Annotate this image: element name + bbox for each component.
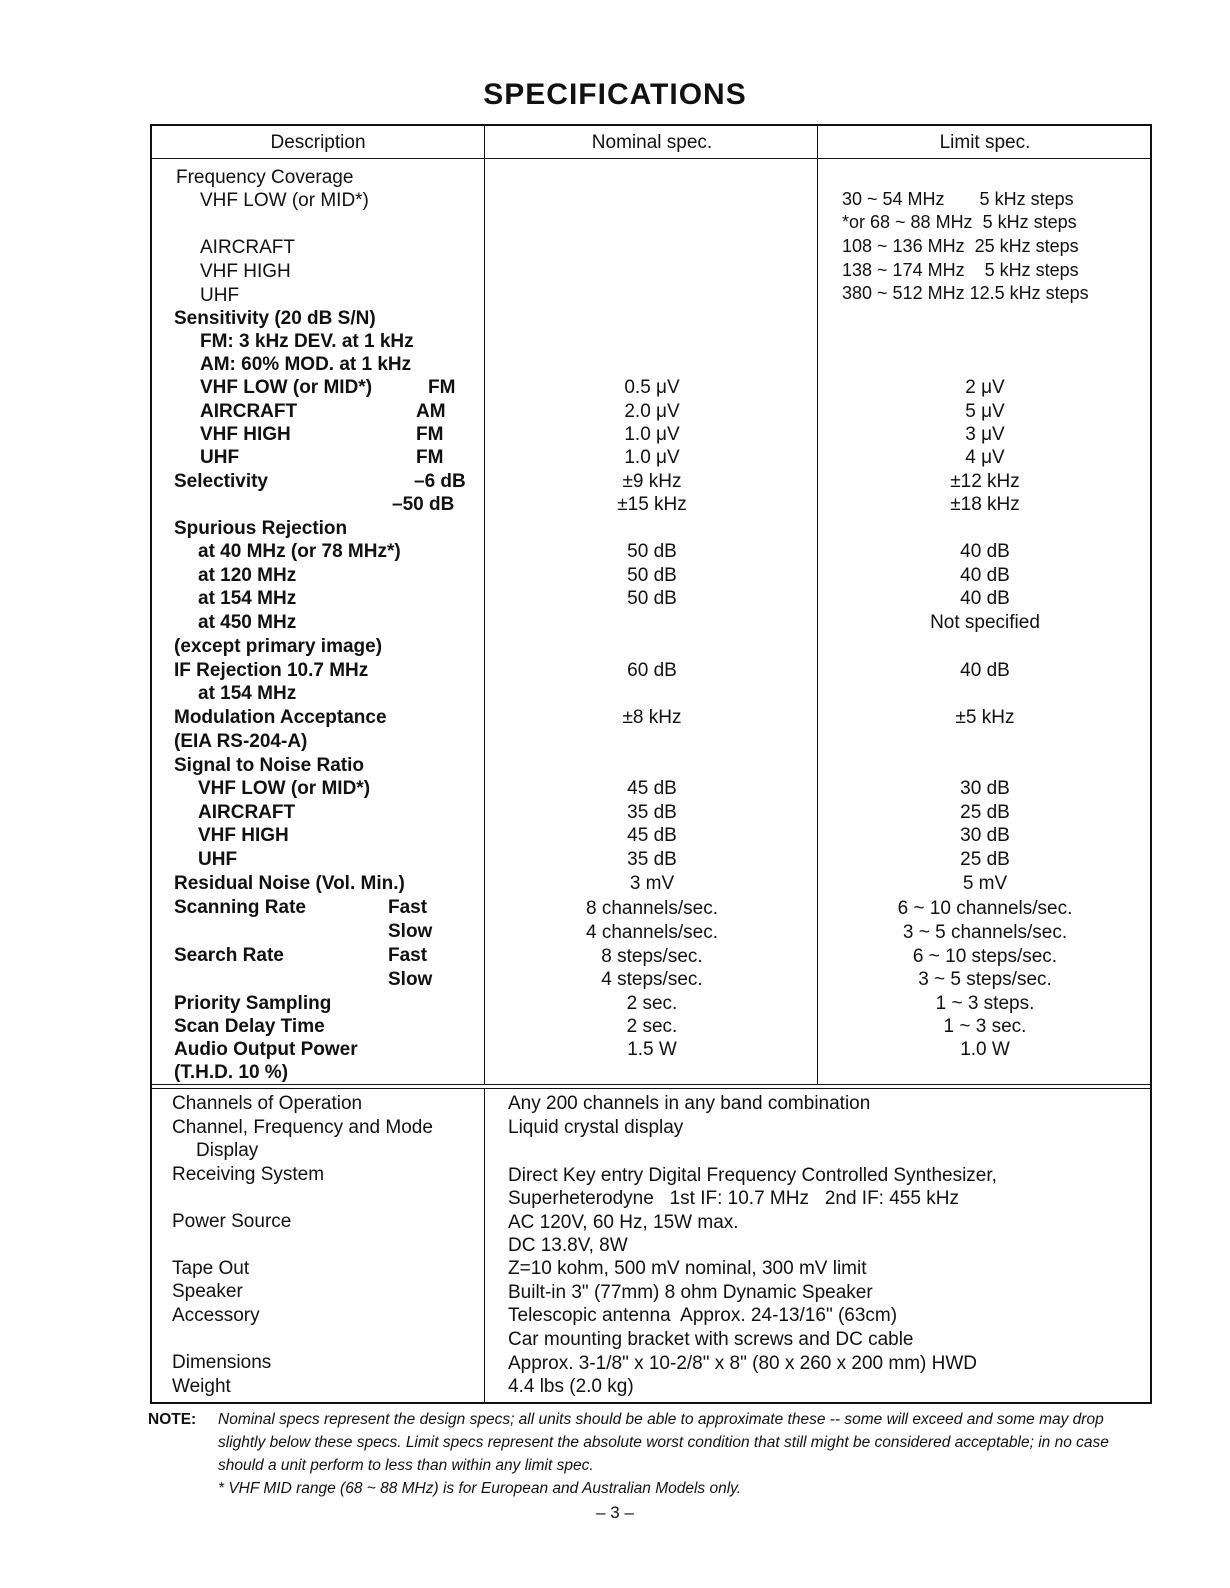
sens-limit: 4 μV	[965, 447, 1005, 468]
sel-db: –50 dB	[392, 494, 455, 515]
freq-vhf-low: VHF LOW (or MID*)	[200, 190, 369, 211]
ifrej-label: IF Rejection 10.7 MHz	[174, 660, 369, 681]
dimensions-label: Dimensions	[172, 1352, 272, 1373]
ifrej-limit: 40 dB	[960, 660, 1010, 681]
accessory-label: Accessory	[172, 1305, 260, 1326]
spur-at: at 120 MHz	[198, 565, 297, 586]
scan-nominal-fast: 8 channels/sec.	[585, 898, 719, 919]
freq-limit-uhf: 380 ~ 512 MHz 12.5 kHz steps	[842, 283, 1089, 303]
sens-limit: 3 μV	[965, 424, 1005, 445]
search-label: Search Rate	[174, 945, 284, 966]
spur-at: at 40 MHz (or 78 MHz*)	[198, 541, 401, 562]
sens-band: VHF HIGH	[200, 424, 291, 445]
note-text: Nominal specs represent the design specs; all units should be able to approximate these -- some will exceed and some may drop slightly below these specs. Limit specs represent the absolute worst condition that still might be considered acceptable; in no case should a unit perform to less than within any limit spec.	[218, 1411, 1109, 1474]
freq-label: Frequency Coverage	[176, 167, 354, 188]
header-description: Description	[270, 132, 366, 153]
spur-limit: 40 dB	[960, 541, 1010, 562]
header-nominal: Nominal spec.	[591, 132, 713, 153]
snr-nominal: 35 dB	[627, 802, 677, 823]
snr-nominal: 35 dB	[627, 849, 677, 870]
spec-table	[150, 124, 1152, 1404]
sel-nominal: ±15 kHz	[617, 494, 687, 515]
sens-nominal: 2.0 μV	[624, 401, 680, 422]
spur-at: at 154 MHz	[198, 588, 297, 609]
sens-mode: AM	[416, 401, 446, 422]
tape-value: Z=10 kohm, 500 mV nominal, 300 mV limit	[508, 1258, 867, 1279]
sens-mode: FM	[416, 424, 444, 445]
scan-slow: Slow	[388, 921, 433, 942]
ifrej-nominal: 60 dB	[627, 660, 677, 681]
scan-label: Scanning Rate	[174, 897, 306, 918]
section-divider	[152, 1084, 1150, 1085]
channels-value: Any 200 channels in any band combination	[508, 1093, 871, 1114]
tape-label: Tape Out	[172, 1258, 250, 1279]
scan-nominal-slow: 4 channels/sec.	[585, 922, 719, 943]
snr-nominal: 45 dB	[627, 825, 677, 846]
delay-limit: 1 ~ 3 sec.	[943, 1016, 1027, 1037]
mod-label: Modulation Acceptance	[174, 707, 387, 728]
spur-nominal: 50 dB	[627, 565, 677, 586]
sens-nominal: 1.0 μV	[624, 424, 680, 445]
header-divider	[152, 158, 1150, 159]
snr-limit: 25 dB	[960, 802, 1010, 823]
sens-nominal: 0.5 μV	[624, 377, 680, 398]
sens-fm-cond: FM: 3 kHz DEV. at 1 kHz	[200, 331, 414, 352]
spur-limit: Not specified	[930, 612, 1040, 633]
snr-band: VHF HIGH	[198, 825, 289, 846]
receiving-label: Receiving System	[172, 1164, 325, 1185]
sens-band: UHF	[200, 447, 240, 468]
delay-nominal: 2 sec.	[626, 1016, 678, 1037]
sens-limit: 5 μV	[965, 401, 1005, 422]
sel-label: Selectivity	[174, 471, 268, 492]
snr-band: VHF LOW (or MID*)	[198, 778, 371, 799]
note-footnote: * VHF MID range (68 ~ 88 MHz) is for European and Australian Models only.	[218, 1480, 742, 1497]
search-fast: Fast	[388, 945, 428, 966]
page-number: – 3 –	[596, 1503, 634, 1522]
receiving-value-1: Direct Key entry Digital Frequency Controlled Synthesizer,	[508, 1165, 997, 1186]
speaker-label: Speaker	[172, 1281, 243, 1302]
sens-band: AIRCRAFT	[200, 401, 298, 422]
prio-limit: 1 ~ 3 steps.	[935, 993, 1035, 1014]
search-limit-slow: 3 ~ 5 steps/sec.	[918, 969, 1052, 990]
resid-label: Residual Noise (Vol. Min.)	[174, 873, 405, 894]
snr-nominal: 45 dB	[627, 778, 677, 799]
section-divider	[152, 1088, 1150, 1089]
spur-nominal: 50 dB	[627, 541, 677, 562]
mod-sub: (EIA RS-204-A)	[174, 731, 308, 752]
sel-limit: ±18 kHz	[950, 494, 1020, 515]
snr-label: Signal to Noise Ratio	[174, 755, 365, 776]
column-divider	[484, 1088, 485, 1404]
sens-limit: 2 μV	[965, 377, 1005, 398]
audio-sub: (T.H.D. 10 %)	[174, 1062, 289, 1083]
ifrej-at: at 154 MHz	[198, 683, 297, 704]
snr-band: AIRCRAFT	[198, 802, 296, 823]
spur-label: Spurious Rejection	[174, 518, 348, 539]
channels-label: Channels of Operation	[172, 1093, 363, 1114]
freq-limit-mid: *or 68 ~ 88 MHz 5 kHz steps	[842, 212, 1077, 232]
sens-nominal: 1.0 μV	[624, 447, 680, 468]
resid-limit: 5 mV	[962, 873, 1008, 894]
resid-nominal: 3 mV	[629, 873, 675, 894]
column-divider	[484, 126, 485, 1084]
search-slow: Slow	[388, 969, 433, 990]
search-limit-fast: 6 ~ 10 steps/sec.	[912, 946, 1058, 967]
display-label: Channel, Frequency and Mode	[172, 1117, 433, 1138]
freq-vhf-high: VHF HIGH	[200, 261, 291, 282]
spur-except: (except primary image)	[174, 636, 383, 657]
spur-limit: 40 dB	[960, 588, 1010, 609]
audio-nominal: 1.5 W	[627, 1039, 677, 1060]
sens-mode: FM	[428, 377, 456, 398]
sel-nominal: ±9 kHz	[622, 471, 682, 492]
search-nominal-slow: 4 steps/sec.	[601, 969, 703, 990]
freq-limit-vhf-high: 138 ~ 174 MHz 5 kHz steps	[842, 260, 1079, 280]
dimensions-value: Approx. 3-1/8" x 10-2/8" x 8" (80 x 260 x 200 mm) HWD	[508, 1353, 978, 1374]
sel-limit: ±12 kHz	[950, 471, 1020, 492]
snr-limit: 30 dB	[960, 825, 1010, 846]
snr-band: UHF	[198, 849, 238, 870]
header-limit: Limit spec.	[939, 132, 1031, 153]
search-nominal-fast: 8 steps/sec.	[601, 946, 703, 967]
freq-aircraft: AIRCRAFT	[200, 237, 295, 258]
weight-value: 4.4 lbs (2.0 kg)	[508, 1376, 634, 1397]
freq-uhf: UHF	[200, 285, 240, 306]
spur-limit: 40 dB	[960, 565, 1010, 586]
receiving-value-2: Superheterodyne 1st IF: 10.7 MHz 2nd IF: 455 kHz	[508, 1188, 959, 1209]
mod-limit: ±5 kHz	[955, 707, 1015, 728]
display-label-2: Display	[196, 1140, 259, 1161]
sens-mode: FM	[416, 447, 444, 468]
power-value-1: AC 120V, 60 Hz, 15W max.	[508, 1212, 739, 1233]
freq-limit-aircraft: 108 ~ 136 MHz 25 kHz steps	[842, 236, 1079, 256]
audio-label: Audio Output Power	[174, 1039, 358, 1060]
sens-band: VHF LOW (or MID*)	[200, 377, 373, 398]
sel-db: –6 dB	[414, 471, 466, 492]
snr-limit: 30 dB	[960, 778, 1010, 799]
snr-limit: 25 dB	[960, 849, 1010, 870]
scan-limit-fast: 6 ~ 10 channels/sec.	[897, 898, 1073, 919]
mod-nominal: ±8 kHz	[622, 707, 682, 728]
power-label: Power Source	[172, 1211, 292, 1232]
scan-limit-slow: 3 ~ 5 channels/sec.	[902, 922, 1068, 943]
scan-fast: Fast	[388, 897, 428, 918]
sens-am-cond: AM: 60% MOD. at 1 kHz	[200, 354, 412, 375]
speaker-value: Built-in 3" (77mm) 8 ohm Dynamic Speaker	[508, 1282, 873, 1303]
accessory-value-1: Telescopic antenna Approx. 24-13/16" (63cm)	[508, 1305, 898, 1326]
freq-limit-vhf-low: 30 ~ 54 MHz 5 kHz steps	[842, 189, 1074, 209]
prio-nominal: 2 sec.	[626, 993, 678, 1014]
note-label: NOTE:	[148, 1411, 197, 1428]
display-value: Liquid crystal display	[508, 1117, 684, 1138]
accessory-value-2: Car mounting bracket with screws and DC cable	[508, 1329, 914, 1350]
delay-label: Scan Delay Time	[174, 1016, 325, 1037]
power-value-2: DC 13.8V, 8W	[508, 1235, 628, 1256]
prio-label: Priority Sampling	[174, 993, 332, 1014]
spur-at: at 450 MHz	[198, 612, 297, 633]
audio-limit: 1.0 W	[960, 1039, 1010, 1060]
spur-nominal: 50 dB	[627, 588, 677, 609]
sens-label: Sensitivity (20 dB S/N)	[174, 308, 376, 329]
weight-label: Weight	[172, 1376, 231, 1397]
page-title: SPECIFICATIONS	[483, 78, 747, 111]
